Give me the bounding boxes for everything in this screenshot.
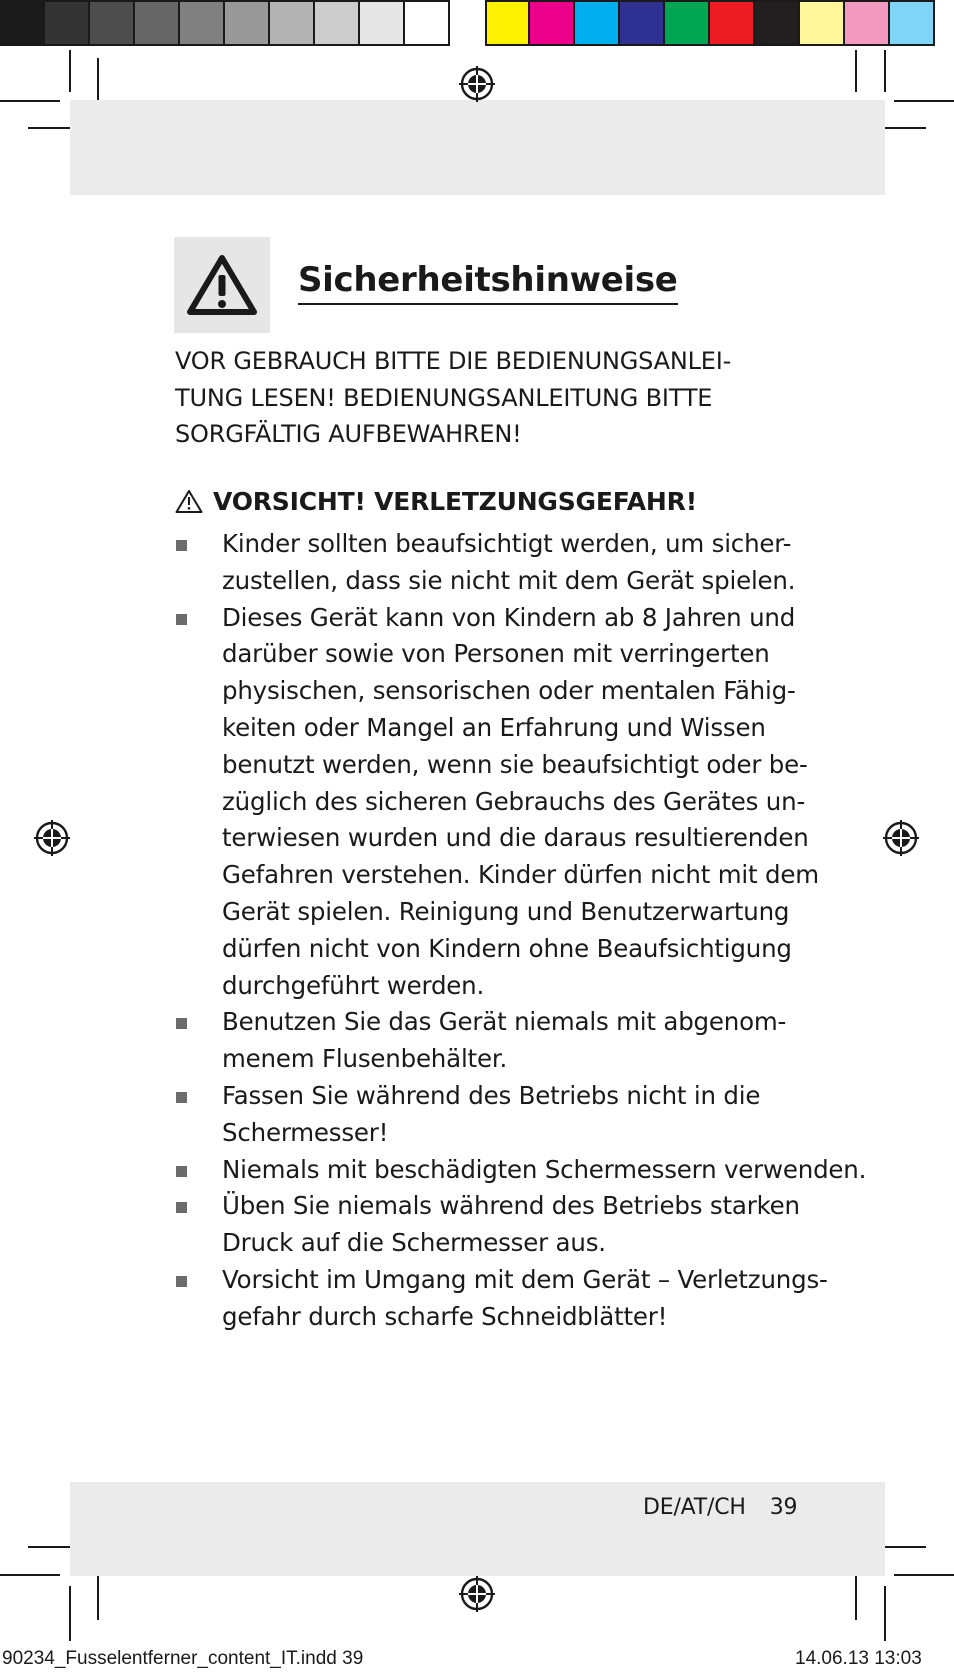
bullet-item xyxy=(175,1004,795,1078)
color-swatch xyxy=(405,0,450,46)
color-swatch xyxy=(710,0,755,46)
color-swatch xyxy=(90,0,135,46)
bullet-square-icon xyxy=(176,540,187,551)
intro-line: TUNG LESEN! BEDIENUNGSANLEITUNG BITTE xyxy=(175,383,713,412)
color-swatch xyxy=(360,0,405,46)
bullet-square-icon xyxy=(176,1092,187,1103)
bullet-item xyxy=(175,1078,795,1152)
crop-mark xyxy=(0,1574,60,1576)
color-swatch xyxy=(665,0,710,46)
color-swatch xyxy=(620,0,665,46)
bullet-line: Vorsicht im Umgang mit dem Gerät – Verletzungs- xyxy=(222,1264,828,1294)
crop-mark xyxy=(884,50,886,92)
bullet-line: menem Flusenbehälter. xyxy=(222,1044,508,1074)
bullet-line: Druck auf die Schermesser aus. xyxy=(222,1228,606,1258)
slug-timestamp: 14.06.13 13:03 xyxy=(795,1648,922,1669)
bullet-line: gefahr durch scharfe Schneidblätter! xyxy=(222,1301,668,1331)
caution-heading xyxy=(175,487,697,516)
bullet-line: physischen, sensorischen oder mentalen Fähig- xyxy=(222,676,796,706)
bullet-square-icon xyxy=(176,1018,187,1029)
bullet-line: Kinder sollten beaufsichtigt werden, um sicher- xyxy=(222,529,792,558)
color-calibration-bar xyxy=(485,0,935,50)
crop-mark xyxy=(894,100,954,102)
crop-mark xyxy=(855,50,857,92)
bullet-square-icon xyxy=(176,1166,187,1177)
bullet-line: Gefahren verstehen. Kinder dürfen nicht mit dem xyxy=(222,860,819,890)
bullet-line: durchgeführt werden. xyxy=(222,970,485,1000)
header-band xyxy=(70,100,885,195)
color-swatch xyxy=(270,0,315,46)
warning-triangle-icon xyxy=(175,489,203,514)
color-swatch xyxy=(225,0,270,46)
color-swatch xyxy=(890,0,935,46)
bullet-line: Gerät spielen. Reinigung und Benutzerwartung xyxy=(222,896,790,926)
color-swatch xyxy=(315,0,360,46)
warning-triangle-icon xyxy=(186,253,258,317)
bullet-square-icon xyxy=(176,614,187,625)
bullet-item xyxy=(175,1262,828,1336)
bullet-item xyxy=(175,526,795,600)
color-swatch xyxy=(845,0,890,46)
bullet-item xyxy=(175,1188,800,1262)
page-number: 39 xyxy=(769,1495,798,1520)
bullet-line: züglich des sicheren Gebrauchs des Gerätes un- xyxy=(222,786,806,816)
bullet-line: dürfen nicht von Kindern ohne Beaufsichtigung xyxy=(222,933,792,963)
crop-mark xyxy=(894,1574,954,1576)
color-swatch xyxy=(45,0,90,46)
intro-line: SORGFÄLTIG AUFBEWAHREN! xyxy=(175,420,522,448)
warning-icon-box xyxy=(174,237,270,333)
crop-mark xyxy=(69,1586,71,1641)
bullet-line: benutzt werden, wenn sie beaufsichtigt oder be- xyxy=(222,749,808,779)
bullet-line: Üben Sie niemals während des Betriebs starken xyxy=(222,1191,800,1221)
bullet-line: keiten oder Mangel an Erfahrung und Wissen xyxy=(222,712,766,742)
caution-text: VORSICHT! VERLETZUNGSGEFAHR! xyxy=(213,487,697,516)
bullet-line: Niemals mit beschädigten Schermessern verwenden. xyxy=(222,1154,867,1184)
bullet-square-icon xyxy=(176,1276,187,1287)
slug-file-info: 90234_Fusselentferner_content_IT.indd 39 xyxy=(2,1648,364,1669)
bullet-line: Schermesser! xyxy=(222,1117,389,1147)
intro-line: VOR GEBRAUCH BITTE DIE BEDIENUNGSANLEI- xyxy=(175,347,732,375)
bullet-line: darüber sowie von Personen mit verringerten xyxy=(222,639,770,669)
color-swatch xyxy=(575,0,620,46)
bullet-item xyxy=(175,1152,867,1189)
registration-mark-icon xyxy=(459,66,495,102)
color-swatch xyxy=(800,0,845,46)
registration-mark-icon xyxy=(459,1576,495,1612)
bullet-line: Dieses Gerät kann von Kindern ab 8 Jahren und xyxy=(222,602,796,632)
crop-mark xyxy=(97,1570,99,1620)
region-label: DE/AT/CH xyxy=(643,1495,746,1520)
crop-mark xyxy=(69,50,71,92)
bullet-line: zustellen, dass sie nicht mit dem Gerät spielen. xyxy=(222,565,796,595)
page-title: Sicherheitshinweise xyxy=(298,262,678,305)
color-swatch xyxy=(0,0,45,46)
crop-mark xyxy=(855,1570,857,1620)
registration-mark-icon xyxy=(883,820,919,856)
bullet-line: Fassen Sie während des Betriebs nicht in die xyxy=(222,1080,761,1110)
bullet-square-icon xyxy=(176,1202,187,1213)
page-footer xyxy=(643,1495,797,1520)
intro-text xyxy=(175,343,785,453)
crop-mark xyxy=(884,1586,886,1641)
color-swatch xyxy=(135,0,180,46)
bullet-line: Benutzen Sie das Gerät niemals mit abgenom- xyxy=(222,1007,787,1037)
registration-mark-icon xyxy=(34,820,70,856)
crop-mark xyxy=(0,100,60,102)
color-swatch xyxy=(755,0,800,46)
safety-bullet-list xyxy=(175,526,867,1336)
color-swatch xyxy=(530,0,575,46)
color-swatch xyxy=(180,0,225,46)
gray-calibration-bar xyxy=(0,0,450,50)
color-swatch xyxy=(485,0,530,46)
bullet-item xyxy=(175,600,819,1005)
bullet-line: terwiesen wurden und die daraus resultierenden xyxy=(222,823,809,853)
